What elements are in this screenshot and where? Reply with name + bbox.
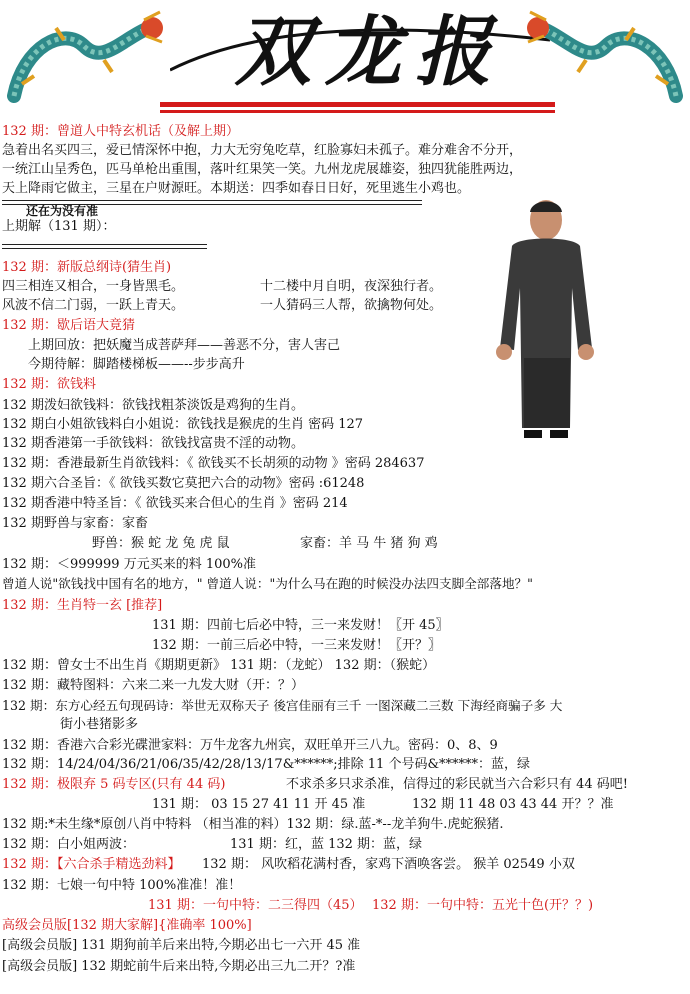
text-line: 急着出名买四三，爱已情深怀中抱，力大无穷兔吃草，红脸寡妇未孤子。难分难舍不分开， <box>2 143 523 158</box>
masthead-swash-icon <box>170 10 560 100</box>
man-figure-icon <box>488 198 598 443</box>
masthead-title <box>180 4 560 100</box>
text-line: 曾道人说"欲钱找中国有名的地方，" 曾道人说："为什么马在跑的时候没办法四支脚全部落地？" <box>2 576 533 591</box>
text-line: 132 期：一前三后必中特，一三来发财！〖开？〗 <box>152 638 441 653</box>
section-title: 132 期：曾道人中特玄机话（及解上期） <box>2 124 239 139</box>
masthead-text: 双龙报 <box>235 7 505 96</box>
text-line: 132 期 11 48 03 43 44 开？？准 <box>412 797 614 812</box>
section-title: 132 期：生肖特一玄 [推荐] <box>2 598 163 613</box>
text-line: 132 期：一句中特：五光十色(开？？) <box>372 898 594 913</box>
text-line: 今期待解：脚踏楼梯板——--步步高升 <box>28 357 245 372</box>
text-line: 132 期：曾女士不出生肖《期期更新》 131 期：（龙蛇） 132 期：（猴蛇） <box>2 658 436 673</box>
text-line: 家畜：羊 马 牛 猪 狗 鸡 <box>300 536 438 551</box>
text-line: 131 期： 03 15 27 41 11 开 45 准 <box>152 797 366 812</box>
text-line: 131 期：一句中特：二三得四（45） <box>148 898 363 913</box>
dragon-right-icon <box>526 6 686 114</box>
text-line: 132 期白小姐欲钱料白小姐说：欲钱找是猴虎的生肖 密码 127 <box>2 417 364 432</box>
text-line: 132 期：东方心经五句现码诗：举世无双称天子 後宫佳丽有三千 一图深藏二三数 下海经商骗子多 大 <box>2 698 563 713</box>
text-line: 十二楼中月自明，夜深独行者。 <box>260 279 443 294</box>
text-line: 132 期野兽与家畜：家畜 <box>2 516 148 531</box>
text-line: 一统江山呈秀色，匹马单枪出重围，落叶红果笑一笑。九州龙虎展雄姿，独四犹能胜两边， <box>2 162 523 177</box>
notice-text: 还在为没有准 <box>26 204 99 218</box>
text-line: 上期回放：把妖魔当成菩萨拜——善恶不分，害人害己 <box>28 338 341 353</box>
text-line: [高级会员版] 131 期狗前羊后来出特,今期必出七一六开 45 准 <box>2 938 361 953</box>
text-line: 不求杀多只求杀准，信得过的彩民就当六合彩只有 44 码吧! <box>286 777 629 792</box>
header <box>0 0 690 120</box>
text-line: 132 期香港中特圣旨：《 欲钱买来合但心的生肖 》密码 214 <box>2 496 348 511</box>
section-title: 132 期：新版总纲诗(猜生肖) <box>2 260 172 275</box>
dragon-left-icon <box>4 6 164 114</box>
text-line: 132 期：14/24/04/36/21/06/35/42/28/13/17&******;排除 11 个号码&******：蓝，绿 <box>2 757 531 772</box>
section-title: 132 期：歇后语大竟猜 <box>2 318 135 333</box>
text-line: 131 期：红，蓝 132 期：蓝，绿 <box>230 837 423 852</box>
text-line: 132 期：藏特图料：六来二来一九发大财（开：？） <box>2 678 304 693</box>
text-line: 街小巷猪影多 <box>60 717 139 732</box>
text-line: 天上降雨它做主，三星在户财源旺。本期送：四季如春日日好，死里逃生小鸡也。 <box>2 181 471 196</box>
section-title: 132 期：极限弃 5 码专区(只有 44 码) <box>2 777 226 792</box>
red-bar-bottom <box>160 110 555 113</box>
text-line: 一人猜码三人帮，欲擒物何处。 <box>260 298 443 313</box>
text-line: 风波不信二门弱，一跃上青天。 <box>2 298 185 313</box>
text-line: 132 期:*未生缘*原创八肖中特料 （相当准的料）132 期：绿.蓝-*--龙羊狗牛.虎蛇猴猪. <box>2 817 504 832</box>
text-line: 132 期六合圣旨：《 欲钱买数它莫把六合的动物》密码 :61248 <box>2 476 365 491</box>
text-line: 132 期香港第一手欲钱料：欲钱找富贵不淫的动物。 <box>2 436 304 451</box>
text-line: 132 期：香港六合彩光碟泄家料：万牛龙客九州宾，双旺单开三八九。密码：0、8、9 <box>2 738 498 753</box>
text-line: 上期解（131 期）： <box>2 219 116 234</box>
text-line: 131 期：四前七后必中特，三一来发财！〖开 45〗 <box>152 618 449 633</box>
red-bar-top <box>160 102 555 107</box>
text-line: 132 期：香港最新生肖欲钱料：《 欲钱买不长胡须的动物 》密码 284637 <box>2 456 425 471</box>
text-line: 132 期泼妇欲钱料：欲钱找粗茶淡饭是鸡狗的生肖。 <box>2 398 304 413</box>
text-line: 132 期：七娘一句中特 100%准准！准！ <box>2 878 242 893</box>
section-title: 132 期：【六合杀手精选劲料】 <box>2 857 181 872</box>
text-line: 132 期：＜999999 万元买来的料 100%准 <box>2 557 257 572</box>
divider <box>2 244 207 249</box>
text-line: 132 期：白小姐两波： <box>2 837 135 852</box>
text-line: [高级会员版] 132 期蛇前牛后来出特,今期必出三九二开？?准 <box>2 959 356 974</box>
section-title: 高级会员版[132 期大家解]{准确率 100%] <box>2 918 252 933</box>
section-title: 132 期：欲钱料 <box>2 377 96 392</box>
text-line: 四三相连又相合，一身皆黑毛。 <box>2 279 185 294</box>
text-line: 132 期： 风吹稻花满村香，家鸡下酒唤客尝。 猴羊 02549 小双 <box>202 857 575 872</box>
text-line: 野兽：猴 蛇 龙 兔 虎 鼠 <box>92 536 230 551</box>
